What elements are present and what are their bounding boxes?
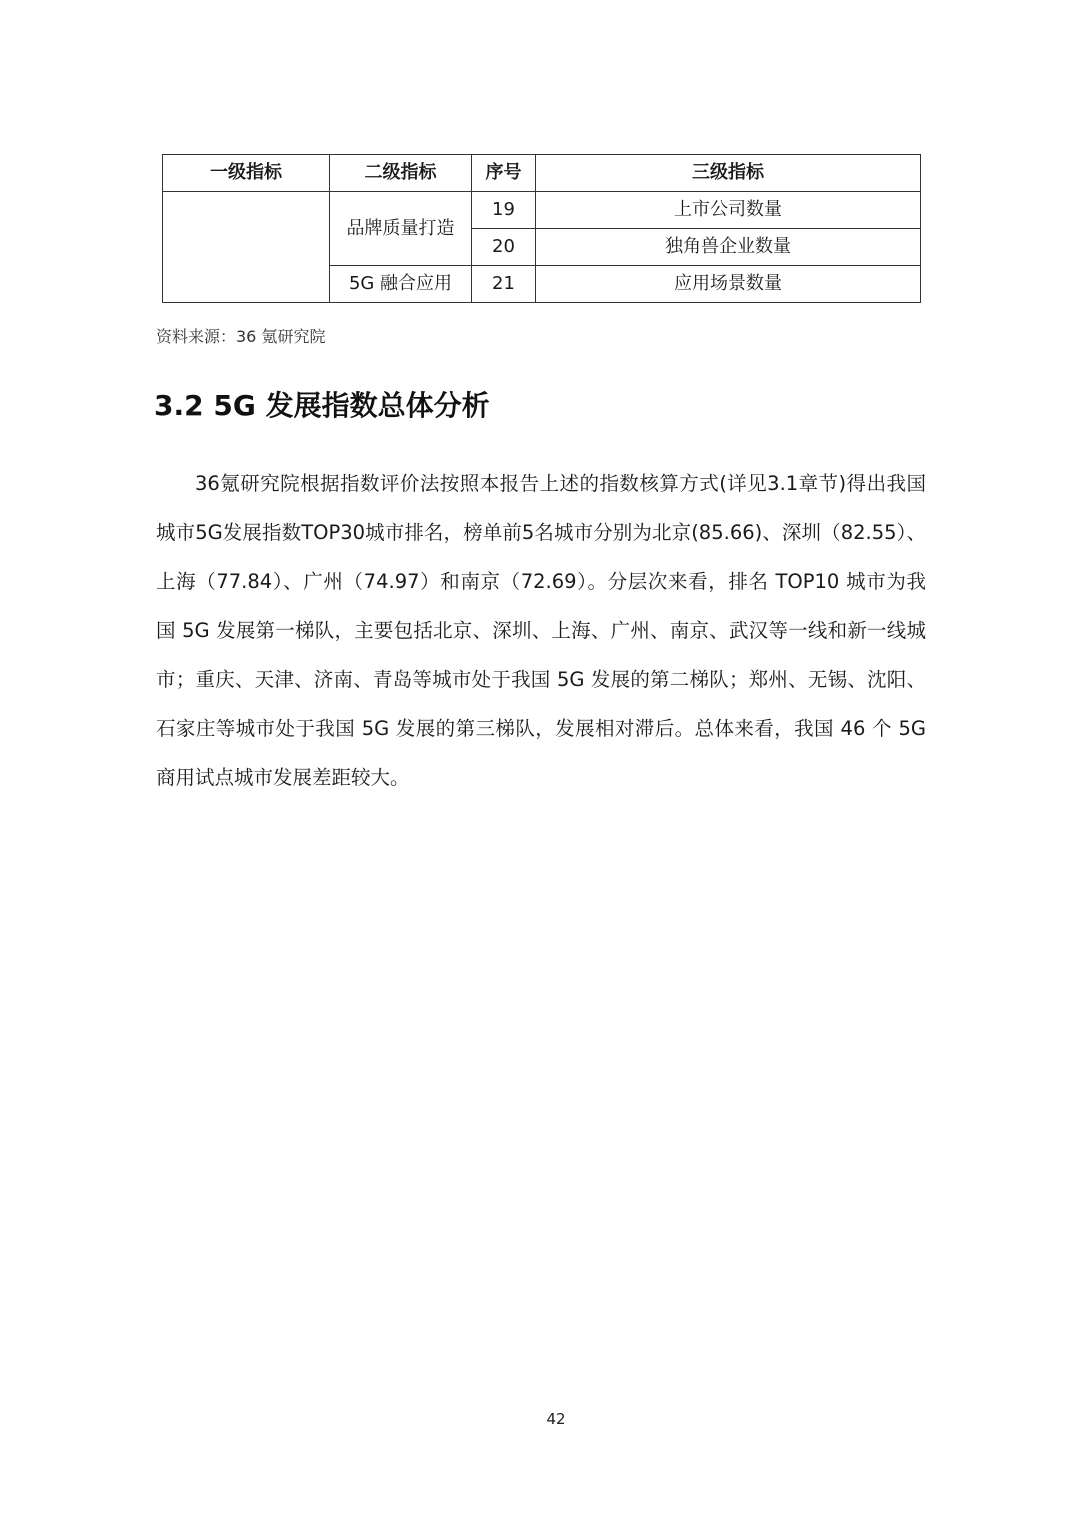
level3-cell: 应用场景数量 bbox=[536, 266, 921, 303]
level2-cell: 5G 融合应用 bbox=[330, 266, 472, 303]
indicator-table bbox=[162, 154, 921, 303]
header-level3: 三级指标 bbox=[536, 155, 921, 192]
number-cell: 20 bbox=[472, 229, 536, 266]
source-note: 资料来源：36 氪研究院 bbox=[156, 327, 326, 346]
page-number: 42 bbox=[546, 1410, 566, 1428]
level3-cell: 独角兽企业数量 bbox=[536, 229, 921, 266]
section-heading: 3.2 5G 发展指数总体分析 bbox=[154, 389, 490, 422]
table-row bbox=[163, 192, 921, 229]
level2-cell: 品牌质量打造 bbox=[330, 192, 472, 266]
number-cell: 19 bbox=[472, 192, 536, 229]
header-number: 序号 bbox=[472, 155, 536, 192]
table-header-row bbox=[163, 155, 921, 192]
level1-cell bbox=[163, 192, 330, 303]
header-level1: 一级指标 bbox=[163, 155, 330, 192]
number-cell: 21 bbox=[472, 266, 536, 303]
body-paragraph: 36氪研究院根据指数评价法按照本报告上述的指数核算方式(详见3.1章节)得出我国城市5G发展指数TOP30城市排名，榜单前5名城市分别为北京(85.66)、深圳（82.55）、上海（77.84）、广州（74.97）和南京（72.69）。分层次来看，排名 TOP10 城市为我国 5G 发展第一梯队，主要包括北京、深圳、上海、广州、南京、武汉等一线和新一线城市；重庆、天津、济南、青岛等城市处于我国 5G 发展的第二梯队；郑州、无锡、沈阳、石家庄等城市处于我国 5G 发展的第三梯队，发展相对滞后。总体来看，我国 46 个 5G 商用试点城市发展差距较大。 bbox=[156, 472, 926, 789]
header-level2: 二级指标 bbox=[330, 155, 472, 192]
level3-cell: 上市公司数量 bbox=[536, 192, 921, 229]
